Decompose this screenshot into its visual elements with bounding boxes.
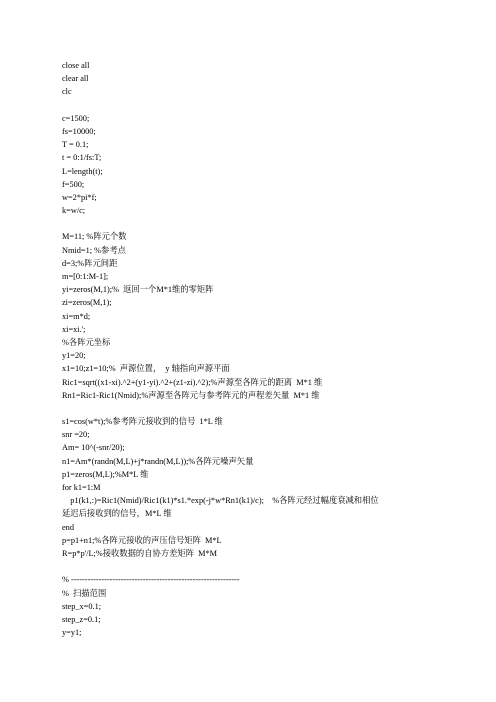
code-line: clc — [62, 87, 72, 97]
code-line: s1=cos(w*t);%参考阵元接收到的信号 1*L 维 — [62, 417, 223, 427]
code-line: L=length(t); — [62, 166, 103, 176]
code-line: p1(k1,:)=Ric1(Nmid)/Ric1(k1)*s1.*exp(-j*w*Rn1(k1)/c); %各阵元经过幅度衰减和相位 — [62, 496, 379, 506]
code-line: R=p*p'/L;%接收数据的自协方差矩阵 M*M — [62, 548, 218, 558]
code-listing — [62, 59, 462, 639]
code-line: Am= 10^(-snr/20); — [62, 443, 125, 453]
code-line: xi=xi.'; — [62, 324, 86, 334]
code-line: end — [62, 522, 74, 532]
code-line: step_x=0.1; — [62, 601, 102, 611]
code-line: close all — [62, 61, 90, 70]
code-line: step_z=0.1; — [62, 614, 101, 624]
code-line: y=y1; — [62, 628, 82, 638]
code-line: p1=zeros(M,L);%M*L 维 — [62, 469, 149, 479]
code-line: n1=Am*(randn(M,L)+j*randn(M,L));%各阵元噪声矢量 — [62, 456, 254, 466]
code-line: y1=20; — [62, 351, 86, 361]
code-line: %各阵元坐标 — [62, 337, 111, 347]
code-line: zi=zeros(M,1); — [62, 298, 112, 308]
code-line: M=11; %阵元个数 — [62, 232, 127, 242]
code-line: 延迟后接收到的信号，M*L 维 — [62, 509, 172, 519]
code-line: for k1=1:M — [62, 483, 101, 492]
code-line: fs=10000; — [62, 126, 96, 136]
code-line: k=w/c; — [62, 206, 86, 216]
code-line: clear all — [62, 74, 89, 84]
code-line: c=1500; — [62, 113, 90, 123]
code-line: yi=zeros(M,1);% 返回一个M*1维的零矩阵 — [62, 285, 214, 295]
code-line: T = 0.1; — [62, 140, 89, 150]
code-line: t = 0:1/fs:T; — [62, 153, 102, 163]
code-line: Ric1=sqrt((x1-xi).^2+(y1-yi).^2+(z1-zi).^2);%声源至各阵元的距离 M*1 维 — [62, 377, 323, 387]
code-line: d=3;%阵元间距 — [62, 258, 118, 268]
code-line: Nmid=1; %参考点 — [62, 245, 126, 255]
blank-line — [62, 560, 462, 573]
blank-line — [62, 99, 462, 112]
blank-line — [62, 217, 462, 230]
code-line: p=p1+n1;%各阵元接收的声压信号矩阵 M*L — [62, 535, 222, 545]
code-line: Rn1=Ric1-Ric1(Nmid);%声源至各阵元与参考阵元的声程差矢量 M*1 维 — [62, 390, 320, 400]
code-line: f=500; — [62, 179, 85, 189]
code-line: % 扫描范围 — [62, 588, 107, 598]
code-line: x1=10;z1=10;% 声源位置， y 轴指向声源平面 — [62, 364, 230, 374]
code-line: snr =20; — [62, 430, 90, 440]
code-line: w=2*pi*f; — [62, 192, 97, 202]
blank-line — [62, 402, 462, 415]
code-line: % ------------------------------------------------------------- — [62, 575, 240, 585]
code-line: m=[0:1:M-1]; — [62, 272, 109, 281]
code-line: xi=m*d; — [62, 311, 91, 321]
